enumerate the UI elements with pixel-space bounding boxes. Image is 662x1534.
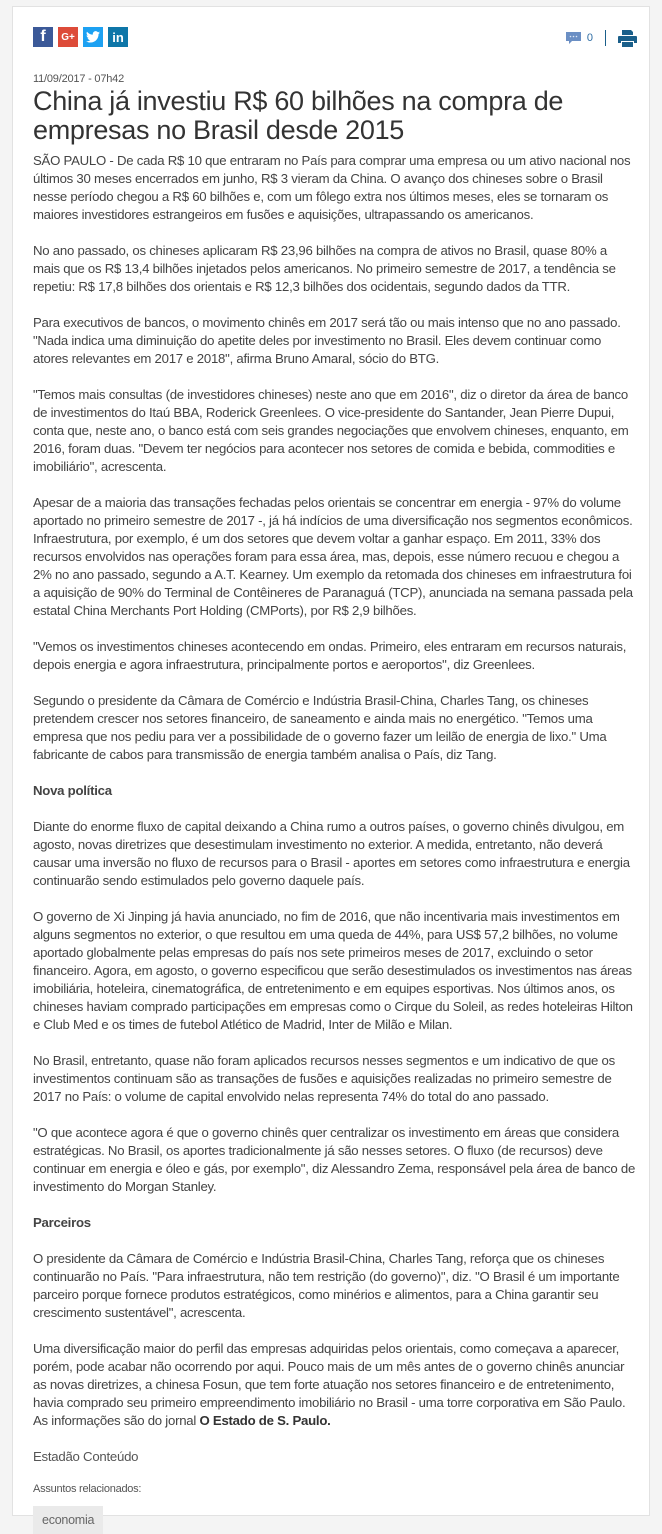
article-paragraph: SÃO PAULO - De cada R$ 10 que entraram no País para comprar uma empresa ou um ativo nacional nos últimos 30 meses encerrados em junho, R$ 3 vieram da China. O avanço dos chineses sobre o Brasil nesse período chegou a R$ 60 bilhões e, com um fôlego extra nos últimos meses, eles se tornaram os maiores investidores estrangeiros em fusões e aquisições, ultrapassando os americanos. — [33, 153, 631, 222]
googleplus-share-button[interactable] — [58, 27, 78, 47]
comment-icon — [566, 32, 581, 45]
print-button[interactable] — [618, 30, 637, 47]
newspaper-name: O Estado de S. Paulo. — [199, 1413, 331, 1428]
article-paragraph: O presidente da Câmara de Comércio e Indústria Brasil-China, Charles Tang, reforça que os chineses continuarão no País. "Para infraestrutura, não tem restrição (do governo)", diz. "O Brasil é um importante parceiro porque fornece produtos estratégicos, como minérios e alimentos, para a China garantir seu crescimento sustentável", acrescenta. — [33, 1251, 620, 1320]
article-title: China já investiu R$ 60 bilhões na compra de empresas no Brasil desde 2015 — [33, 86, 564, 145]
article-paragraph: "Vemos os investimentos chineses acontecendo em ondas. Primeiro, eles entraram em recursos naturais, depois energia e agora infraestrutura, principalmente portos e aeroportos", diz Greenlees. — [33, 639, 627, 672]
section-heading-nova-politica: Nova política — [33, 783, 112, 798]
paragraph-text: Uma diversificação maior do perfil das empresas adquiridas pelos orientais, como começava a aparecer, porém, pode acabar não ocorrendo por aqui. Pouco mais de um mês antes de o governo chinês anunciar as novas diretrizes, a chinesa Fosun, que tem forte atuação nos setores financeiro e de entretenimento, havia comprado seu primeiro empreendimento imobiliário no Brasil - uma torre corporativa em São Paulo. As informações são do jornal — [33, 1341, 626, 1428]
related-tags — [33, 1506, 637, 1534]
article-paragraph — [33, 1340, 637, 1430]
twitter-share-button[interactable] — [83, 27, 103, 47]
linkedin-icon: in — [112, 29, 124, 45]
related-topics-label: Assuntos relacionados: — [33, 1483, 142, 1495]
article-tools — [566, 27, 637, 49]
facebook-icon: f — [40, 28, 46, 45]
article-card — [12, 6, 650, 1527]
section-heading-parceiros: Parceiros — [33, 1215, 91, 1230]
toolbar-divider — [605, 30, 606, 46]
comment-count: 0 — [586, 32, 593, 44]
article-paragraph: No Brasil, entretanto, quase não foram aplicados recursos nesses segmentos e um indicativo de que os investimentos continuam são as transações de fusões e aquisições realizadas no primeiro semestre de 2017 no País: o volume de capital envolvido nelas representa 74% do total do ano passado. — [33, 1053, 615, 1104]
facebook-share-button[interactable] — [33, 27, 53, 47]
article-source: Estadão Conteúdo — [33, 1449, 139, 1464]
twitter-icon — [86, 31, 100, 43]
article-paragraph: No ano passado, os chineses aplicaram R$ 23,96 bilhões na compra de ativos no Brasil, quase 80% a mais que os R$ 13,4 bilhões injetados pelos americanos. No primeiro semestre de 2017, a tendência se repetiu: R$ 17,8 bilhões dos orientais e R$ 12,3 bilhões dos ocidentais, segundo dados da TTR. — [33, 243, 616, 294]
comments-button[interactable] — [566, 32, 593, 45]
article-paragraph: Para executivos de bancos, o movimento chinês em 2017 será tão ou mais intenso que no ano passado. "Nada indica uma diminuição do apetite deles por investimento no Brasil. Eles devem continuar como atores relevantes em 2017 e 2018", afirma Bruno Amaral, sócio do BTG. — [33, 315, 621, 366]
article-paragraph: Diante do enorme fluxo de capital deixando a China rumo a outros países, o governo chinês divulgou, em agosto, novas diretrizes que desestimulam investimento no exterior. A medida, entretanto, não deverá causar uma inversão no fluxo de recursos para o Brasil - aportes em setores como infraestrutura e energia continuarão sendo estimulados pelo governo daquele país. — [33, 819, 630, 888]
article-datetime: 11/09/2017 - 07h42 — [33, 73, 125, 85]
share-buttons — [33, 27, 637, 47]
article-paragraph: Segundo o presidente da Câmara de Comércio e Indústria Brasil-China, Charles Tang, os chineses pretendem crescer nos setores financeiro, de saneamento e ainda mais no energético. "Temos uma empresa que nos pediu para ver a possibilidade de o governo fazer um leilão de energia de lixo." Uma fabricante de cabos para transmissão de energia também analisa o País, diz Tang. — [33, 693, 607, 762]
article-paragraph: O governo de Xi Jinping já havia anunciado, no fim de 2016, que não incentivaria mais investimentos em alguns segmentos no exterior, o que resultou em uma queda de 44%, para US$ 57,2 bilhões, no volume aportado globalmente pelas empresas do país nos sete primeiros meses de 2017, excluindo o setor financeiro. Agora, em agosto, o governo especificou que serão desestimulados os investimentos nas áreas imobiliária, hoteleira, cinematográfica, de entretenimento e em equipes esportivas. Nos últimos anos, os chineses haviam comprado participações em empresas como o Cirque du Soleil, as redes hoteleiras Hilton e Club Med e os times de futebol Atlético de Madrid, Inter de Milão e Milan. — [33, 909, 633, 1032]
article-paragraph: "Temos mais consultas (de investidores chineses) neste ano que em 2016", diz o diretor da área de banco de investimentos do Itaú BBA, Roderick Greenlees. O vice-presidente do Santander, Jean Pierre Dupui, conta que, neste ano, o banco está com seis grandes negociações que envolvem chineses, enquanto, em 2016, foram duas. "Devem ter negócios para acontecer nos setores de comida e bebida, commodities e imobiliário", acrescenta. — [33, 387, 629, 474]
tag-economia[interactable]: economia — [33, 1506, 103, 1534]
print-icon — [618, 30, 637, 47]
article-paragraph: Apesar de a maioria das transações fechadas pelos orientais se concentrar em energia - 97% do volume aportado no primeiro semestre de 2017 -, já há indícios de uma diversificação nos segmentos econômicos. Infraestrutura, por exemplo, é um dos setores que devem voltar a ganhar espaço. Em 2011, 33% dos recursos envolvidos nas operações foram para essa área, mas, depois, esse número recuou e chegou a 2% no ano passado, segundo a A.T. Kearney. Um exemplo da retomada dos chineses em infraestrutura foi a aquisição de 90% do Terminal de Contêineres de Paranaguá (TCP), anunciada na semana passada pela estatal China Merchants Port Holding (CMPorts), por R$ 2,9 bilhões. — [33, 495, 633, 618]
article-toolbar — [33, 27, 637, 49]
article-body — [33, 152, 637, 1534]
linkedin-share-button[interactable] — [108, 27, 128, 47]
googleplus-icon: G+ — [61, 31, 75, 43]
article-paragraph: "O que acontece agora é que o governo chinês quer centralizar os investimento em áreas que considera estratégicas. No Brasil, os aportes tradicionalmente já são nesses setores. O fluxo (de recursos) deve continuar em energia e óleo e gás, por exemplo", diz Alessandro Zema, responsável pela área de banco de investimento do Morgan Stanley. — [33, 1125, 636, 1194]
